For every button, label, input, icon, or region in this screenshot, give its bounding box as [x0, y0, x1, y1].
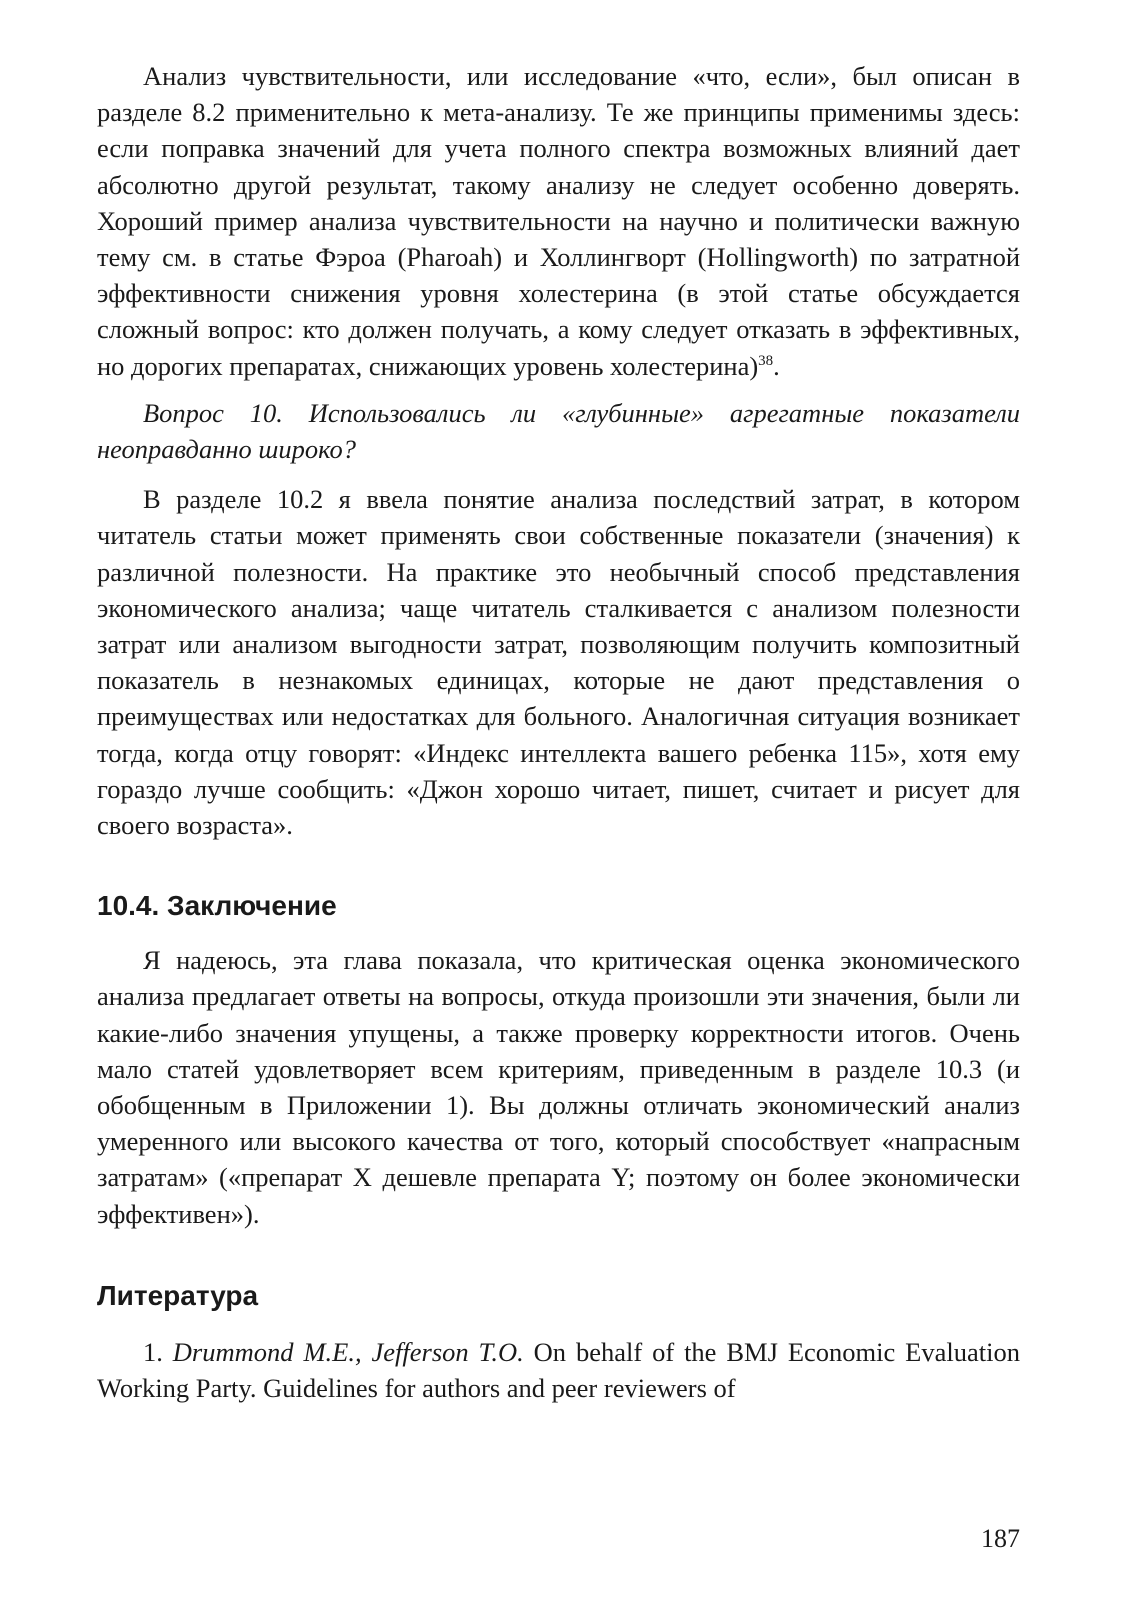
paragraph-sensitivity-analysis: Анализ чувствительности, или исследование «что, если», был описан в разделе 8.2 применительно к мета-анализу. Те же принципы применимы здесь: если поправка значений для учета полного спектра возможных влияний дает абсолютно другой результат, такому анализу не следует особенно доверять. Хороший пример анализа чувствительности на научно и политически важную тему см. в статье Фэроа (Pharoah) и Холлингворт (Hollingworth) по затратной эффективности снижения уровня холестерина (в этой статье обсуждается сложный вопрос: кто должен получать, а кому следует отказать в эффективных, но дорогих препаратах, снижающих уровень холестерина)$^{38}$. [97, 61, 1020, 381]
page-number: 187 [981, 1524, 1020, 1553]
paragraph-conclusion: Я надеюсь, эта глава показала, что критическая оценка экономического анализа предлагает ответы на вопросы, откуда произошли эти значения, были ли какие-либо значения упущены, а также проверку корректности итогов. Очень мало статей удовлетворяет всем критериям, приведенным в разделе 10.3 (и обобщенным в Приложении 1). Вы должны отличать экономический анализ умеренного или высокого качества от того, который способствует «напрасным затратам» («препарат X дешевле препарата Y; поэтому он более экономически эффективен»). [97, 945, 1020, 1229]
paragraph-cost-consequence: В разделе 10.2 я ввела понятие анализа последствий затрат, в котором читатель статьи может применять свои собственные показатели (значения) к различной полезности. На практике это необычный способ представления экономического анализа; чаще читатель сталкивается с анализом полезности затрат или анализом выгодности затрат, позволяющим получить композитный показатель в незнакомых единицах, которые не дают представления о преимуществах или недостатках для больного. Аналогичная ситуация возникает тогда, когда отцу говорят: «Индекс интеллекта вашего ребенка 115», хотя ему гораздо лучше сообщить: «Джон хорошо читает, пишет, считает и рисует для своего возраста». [97, 484, 1020, 841]
page-content [97, 58, 1020, 1406]
section-heading-conclusion: 10.4. Заключение [97, 890, 337, 922]
question-10: Вопрос 10. Использовались ли «глубинные» агрегатные показатели неоправданно широко? [97, 397, 1020, 465]
reference-item-1: 1. Drummond M.E., Jefferson T.O. On behalf of the BMJ Economic Evaluation Working Party. Guidelines for authors and peer reviewers of [97, 1336, 1020, 1404]
reference-authors: Drummond M.E., Jefferson T.O. [172, 1336, 524, 1367]
footnote-ref: 38 [758, 352, 774, 369]
section-heading-references: Литература [97, 1279, 259, 1311]
